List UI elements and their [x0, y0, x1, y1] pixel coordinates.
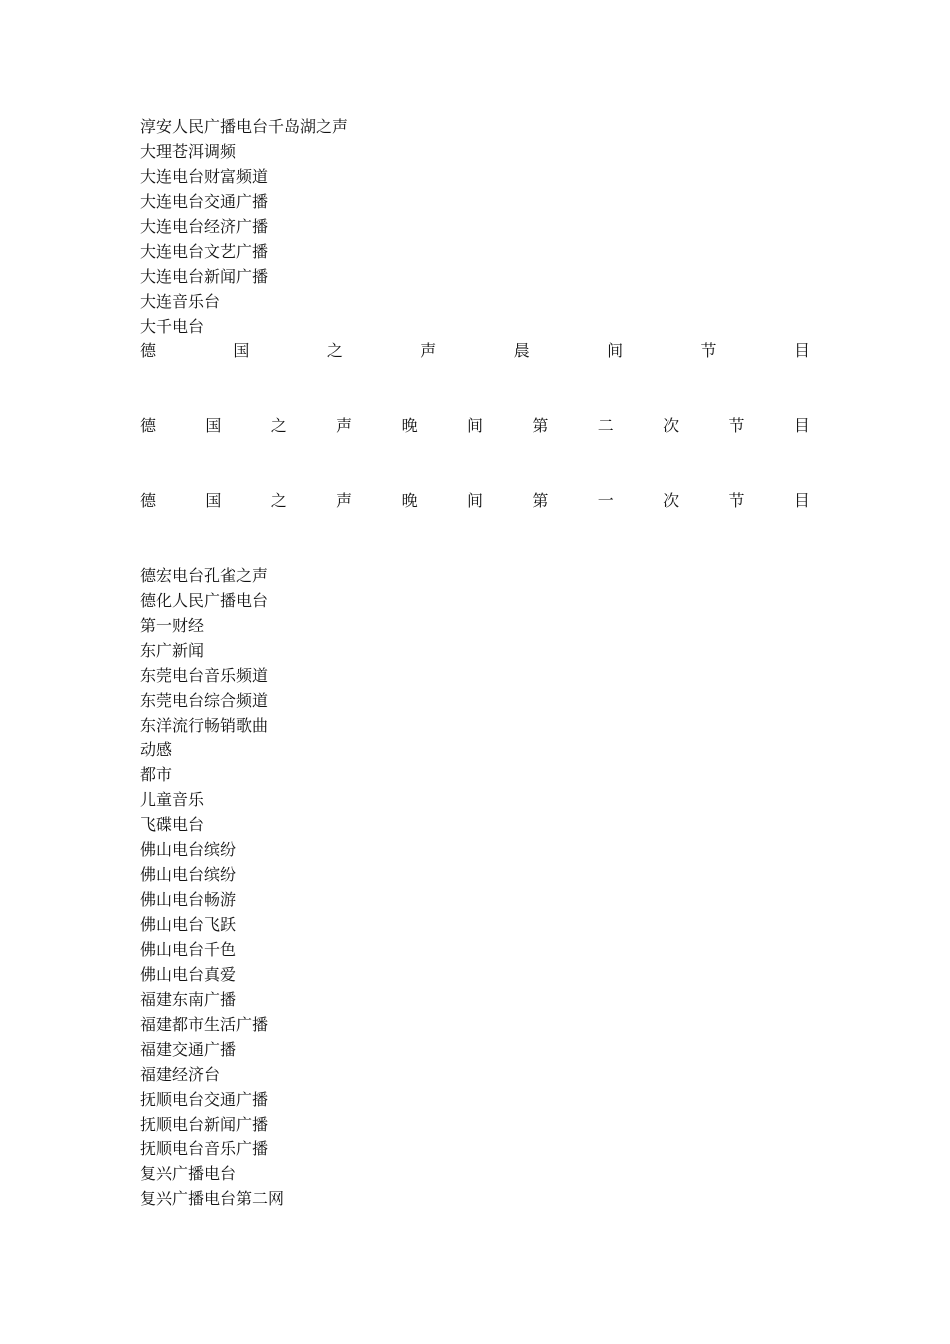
list-item: 福建经济台	[140, 1064, 221, 1084]
spread-char: 晨	[513, 341, 530, 361]
list-item: 大连电台交通广播	[140, 191, 269, 211]
list-item: 大连音乐台	[140, 291, 221, 311]
list-item: 抚顺电台音乐广播	[140, 1139, 269, 1159]
list-item: 佛山电台飞跃	[140, 915, 237, 935]
spread-char: 间	[607, 341, 624, 361]
list-item: 都市	[140, 765, 173, 785]
list-item: 抚顺电台新闻广播	[140, 1114, 269, 1134]
spread-char: 晚	[401, 416, 418, 436]
spread-char: 之	[270, 416, 287, 436]
list-item: 大理苍洱调频	[140, 141, 237, 161]
list-item: 淳安人民广播电台千岛湖之声	[140, 117, 349, 136]
list-item: 东莞电台综合频道	[140, 690, 269, 710]
spread-char: 之	[270, 491, 287, 511]
spread-char: 目	[793, 491, 810, 511]
list-item: 大连电台经济广播	[140, 216, 269, 236]
spread-char: 第	[532, 491, 549, 511]
spread-char: 次	[663, 416, 680, 436]
list-item: 福建东南广播	[140, 989, 237, 1009]
spread-char: 声	[420, 341, 437, 361]
spread-line-evening-second-program	[140, 414, 810, 439]
spread-char: 声	[336, 416, 353, 436]
list-item: 福建都市生活广播	[140, 1014, 269, 1034]
list-item: 儿童音乐	[140, 790, 205, 810]
blank-gap	[140, 514, 810, 564]
blank-gap	[140, 364, 810, 414]
spread-char: 二	[597, 416, 614, 436]
spread-char: 国	[205, 416, 222, 436]
station-list-bottom	[140, 564, 810, 1212]
blank-gap	[140, 439, 810, 489]
list-item: 抚顺电台交通广播	[140, 1089, 269, 1109]
list-item: 佛山电台缤纷	[140, 865, 237, 885]
spread-char: 间	[466, 491, 483, 511]
list-item: 东广新闻	[140, 640, 205, 660]
spread-char: 次	[663, 491, 680, 511]
list-item: 大连电台财富频道	[140, 166, 269, 186]
spread-char: 间	[466, 416, 483, 436]
spread-char: 节	[700, 341, 717, 361]
list-item: 德化人民广播电台	[140, 590, 269, 610]
list-item: 第一财经	[140, 615, 205, 635]
spread-char: 国	[233, 341, 250, 361]
spread-char: 晚	[401, 491, 418, 511]
list-item: 福建交通广播	[140, 1039, 237, 1059]
list-item: 大连电台新闻广播	[140, 266, 269, 286]
spread-char: 节	[728, 491, 745, 511]
document-page	[140, 115, 810, 1212]
list-item: 复兴广播电台第二网	[140, 1189, 285, 1209]
spread-char: 目	[793, 341, 810, 361]
spread-char: 节	[728, 416, 745, 436]
list-item: 佛山电台真爱	[140, 964, 237, 984]
spread-char: 德	[140, 491, 157, 511]
list-item: 佛山电台千色	[140, 939, 237, 959]
spread-line-morning-program	[140, 339, 810, 364]
list-item: 飞碟电台	[140, 815, 205, 835]
spread-char: 第	[532, 416, 549, 436]
spread-char: 德	[140, 416, 157, 436]
spread-char: 国	[205, 491, 222, 511]
list-item: 动感	[140, 740, 173, 760]
list-item: 佛山电台缤纷	[140, 840, 237, 860]
list-item: 东洋流行畅销歌曲	[140, 715, 269, 735]
spread-char: 一	[597, 491, 614, 511]
spread-char: 目	[793, 416, 810, 436]
spread-char: 德	[140, 341, 157, 361]
list-item: 德宏电台孔雀之声	[140, 565, 269, 585]
spread-line-evening-first-program	[140, 489, 810, 514]
list-item: 复兴广播电台	[140, 1164, 237, 1184]
list-item: 东莞电台音乐频道	[140, 665, 269, 685]
list-item: 大连电台文艺广播	[140, 241, 269, 261]
station-list-top	[140, 115, 810, 339]
list-item: 佛山电台畅游	[140, 890, 237, 910]
list-item: 大千电台	[140, 316, 205, 336]
spread-char: 之	[326, 341, 343, 361]
spread-char: 声	[336, 491, 353, 511]
